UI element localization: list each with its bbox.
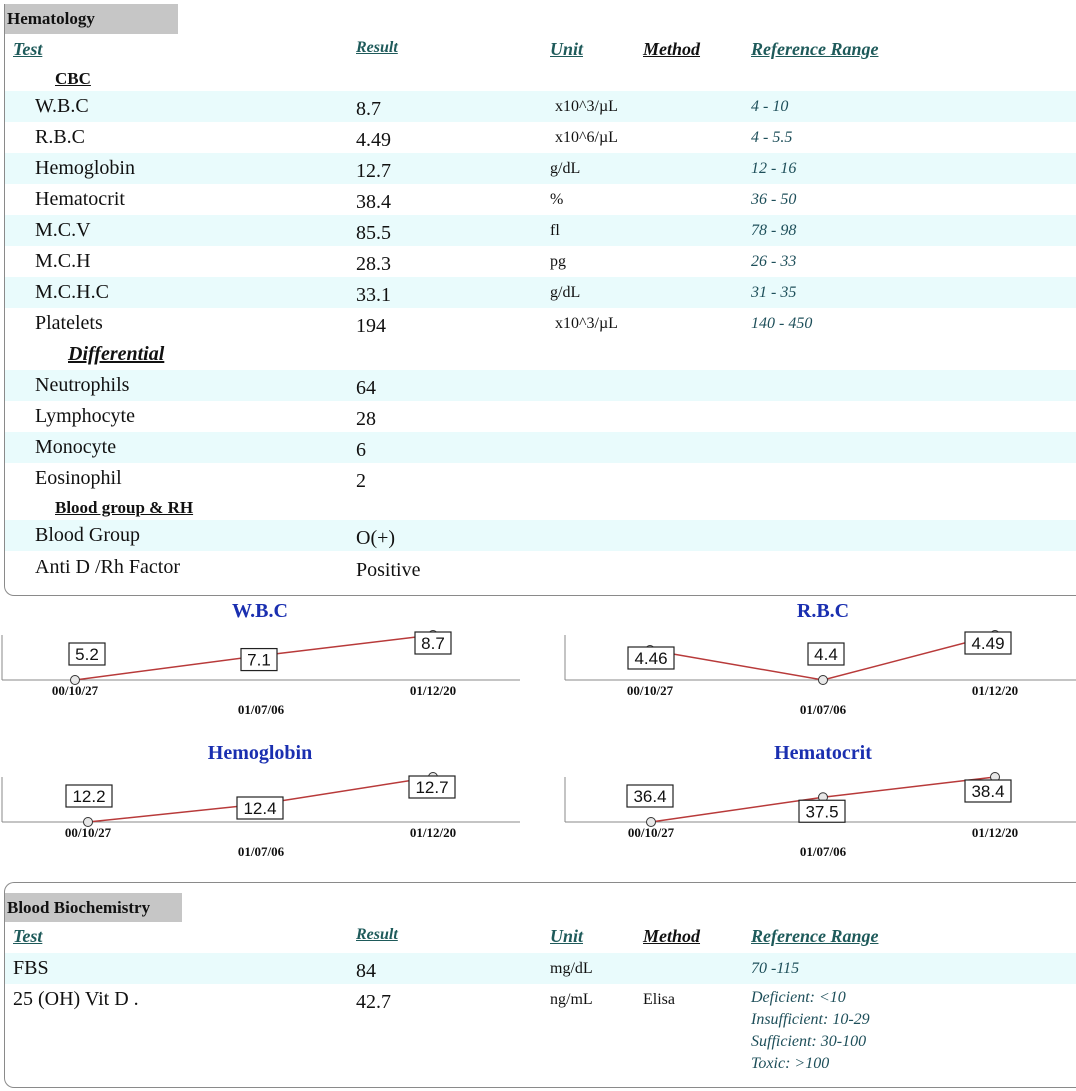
x-tick-label: 00/10/27 [64,825,112,840]
table-row [5,463,1076,494]
table-row [5,432,1076,463]
test-unit: pg [550,253,566,270]
biochemistry-section [4,882,1076,1088]
x-tick-label: 01/12/20 [409,825,457,840]
test-result: Positive [356,559,421,581]
test-name: Monocyte [35,436,117,458]
header-unit: Unit [550,926,584,946]
test-name: M.C.V [35,219,91,241]
test-reference: 140 - 450 [751,315,813,332]
chart-title: W.B.C [232,600,288,622]
hematology-title: Hematology [5,4,178,34]
test-result: 42.7 [356,991,391,1013]
test-method: Elisa [643,991,675,1008]
group-cbc: CBC [55,69,91,88]
test-reference: 78 - 98 [751,222,797,239]
reference-line: Toxic: >100 [751,1055,830,1072]
test-result: 4.49 [356,129,391,151]
x-tick-label: 00/10/27 [51,683,99,698]
biochemistry-title: Blood Biochemistry [5,893,182,922]
test-reference: 26 - 33 [751,253,797,270]
test-result: 64 [356,377,376,399]
test-result: 38.4 [356,191,391,213]
rbc-trend-chart [563,598,1076,728]
test-name: Eosinophil [35,467,122,489]
reference-line: Insufficient: 10-29 [751,1011,870,1028]
header-method: Method [643,39,701,59]
test-unit: fl [550,222,560,239]
test-name: R.B.C [35,126,86,148]
test-result: O(+) [356,527,396,549]
test-unit: % [550,191,564,208]
data-label: 4.4 [814,645,838,664]
test-name: Anti D /Rh Factor [35,556,180,578]
table-row [5,552,1076,583]
chart-title: R.B.C [796,600,850,622]
test-reference: 4 - 5.5 [751,129,793,146]
data-label: 8.7 [421,634,445,653]
test-reference: 4 - 10 [751,98,789,115]
hemoglobin-trend-chart [0,740,522,870]
table-row [5,308,1076,339]
test-reference: 36 - 50 [751,191,797,208]
test-unit: g/dL [550,284,581,301]
reference-line: Sufficient: 30-100 [751,1033,867,1050]
data-label: 5.2 [75,645,99,664]
header-result: Result [356,926,398,943]
chart-plot [563,598,1076,728]
table-row [5,153,1076,184]
chart-plot [563,740,1076,870]
test-unit: mg/dL [550,960,593,977]
table-row [5,122,1076,153]
test-result: 8.7 [356,98,381,120]
test-name: Hemoglobin [35,157,135,179]
data-label: 38.4 [971,782,1005,801]
table-row [5,520,1076,551]
chart-title: Hemoglobin [207,742,313,764]
x-tick-label: 00/10/27 [626,683,674,698]
data-point [819,676,828,685]
table-row [5,246,1076,277]
test-result: 2 [356,470,366,492]
test-name: Lymphocyte [35,405,135,427]
x-tick-label: 01/12/20 [971,825,1019,840]
chart-title: Hematocrit [774,742,872,764]
test-result: 194 [356,315,386,337]
table-row [5,401,1076,432]
test-unit: x10^3/µL [555,315,618,332]
test-reference [751,987,870,1075]
hematocrit-trend-chart [563,740,1076,870]
test-reference: 70 -115 [751,960,800,977]
header-unit: Unit [550,39,584,59]
header-reference-range: Reference Range [751,926,879,946]
group-blood-group: Blood group & RH [55,498,194,517]
table-row [5,984,1076,1076]
header-result: Result [356,39,398,56]
test-result: 85.5 [356,222,391,244]
chart-plot [0,740,522,870]
test-name: Neutrophils [35,374,130,396]
data-label: 12.4 [243,799,277,818]
x-tick-label: 01/12/20 [409,683,457,698]
test-name: M.C.H [35,250,91,272]
data-label: 4.46 [634,649,668,668]
test-name: M.C.H.C [35,281,109,303]
test-result: 12.7 [356,160,391,182]
test-reference: 12 - 16 [751,160,797,177]
wbc-trend-chart [0,598,522,728]
test-name: Platelets [35,312,103,334]
data-label: 36.4 [633,787,667,806]
x-tick-label: 00/10/27 [627,825,675,840]
table-row [5,184,1076,215]
test-name: 25 (OH) Vit D . [13,988,139,1010]
test-name: FBS [13,957,49,979]
test-result: 6 [356,439,366,461]
test-result: 28 [356,408,376,430]
test-name: Blood Group [35,524,140,546]
table-row [5,953,1076,984]
table-row [5,277,1076,308]
test-unit: x10^3/µL [555,98,618,115]
reference-line: Deficient: <10 [751,989,846,1006]
hematology-section [4,4,1076,596]
header-test: Test [13,926,43,946]
test-result: 84 [356,960,376,982]
data-label: 12.7 [415,778,449,797]
test-unit: x10^6/µL [555,129,618,146]
x-tick-label: 01/07/06 [237,702,285,717]
x-tick-label: 01/07/06 [799,844,847,859]
test-name: W.B.C [35,95,89,117]
table-row [5,91,1076,122]
chart-plot [0,598,522,728]
x-tick-label: 01/07/06 [799,702,847,717]
header-test: Test [13,39,43,59]
table-row [5,215,1076,246]
x-tick-label: 01/07/06 [237,844,285,859]
test-result: 33.1 [356,284,391,306]
test-reference: 31 - 35 [751,284,797,301]
data-label: 4.49 [971,634,1005,653]
header-method: Method [643,926,701,946]
header-reference-range: Reference Range [751,39,879,59]
test-result: 28.3 [356,253,391,275]
data-label: 7.1 [247,650,271,670]
x-tick-label: 01/12/20 [971,683,1019,698]
group-differential: Differential [68,343,165,365]
test-unit: ng/mL [550,991,593,1008]
test-name: Hematocrit [35,188,125,210]
data-label: 37.5 [805,802,839,822]
data-label: 12.2 [72,787,106,806]
test-unit: g/dL [550,160,581,177]
table-row [5,370,1076,401]
